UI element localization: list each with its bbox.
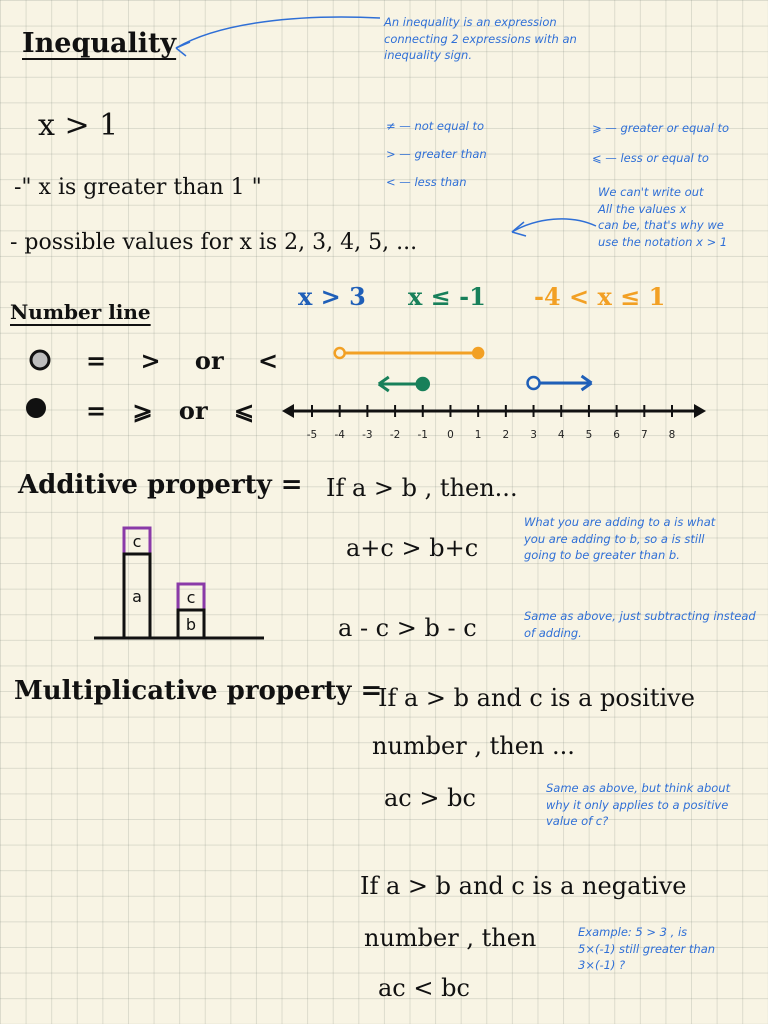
definition-line-2: connecting 2 expressions with an [384, 31, 577, 46]
closed-circle-legend: = ⩾ or ⩽ [86, 396, 255, 425]
box-c-top-b-label: c [186, 588, 196, 607]
example-line-1: Example: 5 > 3 , is [578, 925, 688, 939]
inequality-blue: x > 3 [298, 282, 366, 311]
mult-negative-equation: ac < bc [378, 974, 470, 1002]
number-line-tick-label: 4 [557, 429, 565, 441]
mult-negative-condition-2: number , then [364, 924, 537, 952]
subtract-line-1: Same as above, just subtracting instead [524, 609, 756, 623]
number-line-tick-label: 1 [474, 429, 482, 441]
additive-equation-add: a+c > b+c [346, 534, 479, 562]
additive-line-2: you are adding to b, so a is still [524, 531, 705, 546]
definition-line-3: inequality sign. [384, 48, 472, 63]
symbol-greater: > — greater than [386, 147, 487, 161]
additive-line-3: going to be greater than b. [524, 548, 680, 563]
number-line-tick-label: 5 [585, 429, 593, 441]
inequality-green: x ≤ -1 [408, 282, 486, 311]
box-b-label: b [185, 615, 197, 634]
number-line-tick-label: 8 [668, 429, 676, 441]
number-line-tick-label: 2 [502, 429, 510, 441]
number-line-tick-label: 6 [613, 429, 620, 441]
symbol-leq: ⩽ — less or equal to [592, 151, 709, 165]
mult-positive-equation: ac > bc [384, 784, 476, 812]
mult-positive-line-2: why it only applies to a positive [546, 797, 729, 812]
definition-line-1: An inequality is an expression [384, 15, 557, 29]
box-a-label: a [132, 587, 142, 606]
number-line-tick-label: -1 [417, 429, 429, 441]
number-line-tick-label: -5 [306, 429, 318, 441]
open-circle-legend: = > or < [86, 346, 279, 375]
number-line-tick-label: 0 [447, 429, 454, 441]
additive-equation-subtract: a - c > b - c [338, 614, 477, 642]
number-line-tick-label: 7 [640, 429, 648, 441]
mult-negative-condition-1: If a > b and c is a negative [360, 872, 687, 900]
additive-line-1: What you are adding to a is what [524, 515, 716, 529]
number-line-tick-label: 3 [530, 429, 537, 441]
number-line-title: Number line [10, 300, 151, 324]
number-line-tick-label: -3 [362, 429, 373, 441]
symbol-not-equal: ≠ — not equal to [386, 119, 485, 133]
example-note [578, 924, 715, 974]
mult-positive-condition-2: number , then ... [372, 732, 575, 760]
possible-values-text: - possible values for x is 2, 3, 4, 5, ... [10, 230, 418, 255]
values-line-1: We can't write out [598, 185, 704, 199]
page-title: Inequality [22, 28, 177, 59]
multiplicative-title: Multiplicative property = [14, 676, 383, 706]
subtract-line-2: of adding. [524, 625, 582, 640]
mult-positive-line-1: Same as above, but think about [546, 781, 731, 795]
additive-condition: If a > b , then... [326, 474, 518, 502]
box-c-top-a-label: c [132, 532, 142, 551]
example-line-3: 3×(-1) ? [578, 958, 626, 973]
symbol-less: < — less than [386, 175, 467, 189]
example-inequality: x > 1 [38, 108, 119, 143]
number-line-tick-label: -4 [334, 429, 345, 441]
symbol-geq: ⩾ — greater or equal to [592, 121, 730, 135]
mult-positive-condition-1: If a > b and c is a positive [378, 684, 695, 712]
example-line-2: 5×(-1) still greater than [578, 941, 716, 956]
number-line-tick-label: -2 [389, 429, 401, 441]
inequality-orange: -4 < x ≤ 1 [534, 282, 666, 311]
reading-text: -" x is greater than 1 " [14, 175, 262, 200]
values-line-3: can be, that's why we [598, 218, 724, 233]
mult-positive-line-3: value of c? [546, 814, 609, 829]
values-line-4: use the notation x > 1 [598, 235, 728, 250]
additive-title: Additive property = [18, 470, 303, 500]
mult-positive-note [546, 780, 730, 830]
values-line-2: All the values x [598, 201, 687, 216]
